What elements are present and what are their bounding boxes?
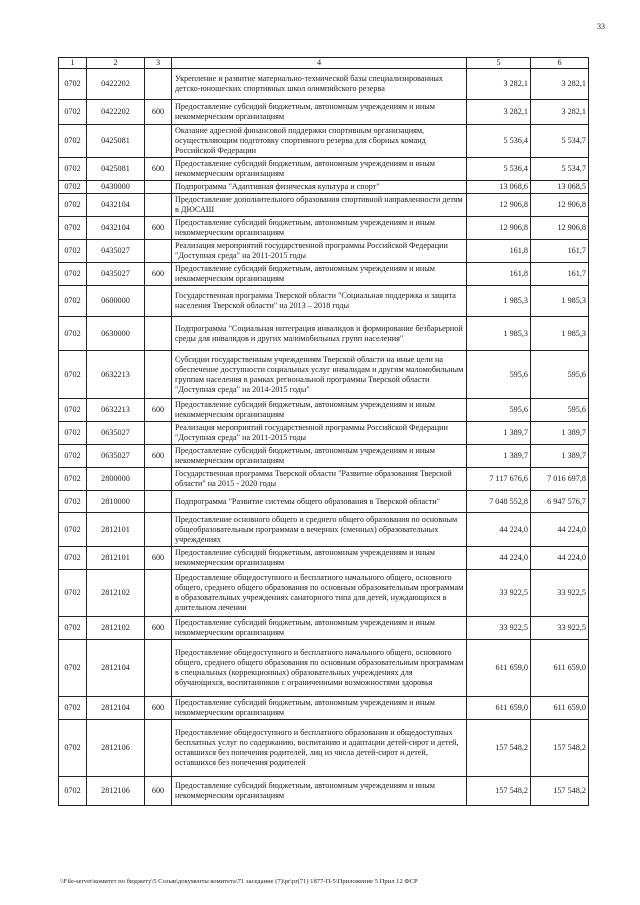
page-number: 33 xyxy=(597,22,605,31)
amount-planned: 157 548,2 xyxy=(467,720,531,777)
amount-planned: 33 922,5 xyxy=(467,617,531,640)
expense-type-code: 600 xyxy=(145,399,172,422)
expense-type-code xyxy=(145,468,172,491)
description: Реализация мероприятий государственной программы Российской Федерации "Доступная среда" на 2011-2015 годы xyxy=(172,240,467,263)
expense-type-code: 600 xyxy=(145,617,172,640)
section-code: 0702 xyxy=(59,640,87,697)
amount-planned: 5 536,4 xyxy=(467,125,531,158)
target-article-code: 0632213 xyxy=(87,399,145,422)
expense-type-code: 600 xyxy=(145,445,172,468)
expense-type-code: 600 xyxy=(145,263,172,286)
description: Государственная программа Тверской области "Развитие образования Тверской области" на 2015 - 2020 годы xyxy=(172,468,467,491)
section-code: 0702 xyxy=(59,445,87,468)
expense-type-code xyxy=(145,69,172,100)
amount-executed: 5 534,7 xyxy=(531,158,589,181)
expense-type-code xyxy=(145,351,172,399)
amount-planned: 161,8 xyxy=(467,263,531,286)
description: Предоставление субсидий бюджетным, автономным учреждениям и иным некоммерческим организациям xyxy=(172,217,467,240)
target-article-code: 2810000 xyxy=(87,491,145,513)
target-article-code: 0635027 xyxy=(87,445,145,468)
amount-executed: 611 659,0 xyxy=(531,697,589,720)
table-row xyxy=(59,491,589,513)
expense-type-code xyxy=(145,422,172,445)
table-row xyxy=(59,69,589,100)
target-article-code: 2812106 xyxy=(87,777,145,806)
description: Государственная программа Тверской области "Социальная поддержка и защита населения Тверской области" на 2013 – 2018 годы xyxy=(172,286,467,317)
amount-executed: 1 389,7 xyxy=(531,422,589,445)
amount-planned: 7 048 552,8 xyxy=(467,491,531,513)
expense-type-code xyxy=(145,513,172,547)
expense-type-code xyxy=(145,491,172,513)
table-row xyxy=(59,640,589,697)
expense-type-code: 600 xyxy=(145,100,172,125)
target-article-code: 2800000 xyxy=(87,468,145,491)
section-code: 0702 xyxy=(59,697,87,720)
amount-planned: 44 224,0 xyxy=(467,547,531,570)
description: Предоставление субсидий бюджетным, автономным учреждениям и иным некоммерческим организациям xyxy=(172,697,467,720)
target-article-code: 0632213 xyxy=(87,351,145,399)
table-row xyxy=(59,158,589,181)
amount-executed: 44 224,0 xyxy=(531,547,589,570)
table-row xyxy=(59,777,589,806)
description: Предоставление субсидий бюджетным, автономным учреждениям и иным некоммерческим организациям xyxy=(172,547,467,570)
table-row xyxy=(59,217,589,240)
expense-type-code xyxy=(145,317,172,351)
amount-executed: 44 224,0 xyxy=(531,513,589,547)
amount-planned: 12 906,8 xyxy=(467,194,531,217)
table-row xyxy=(59,547,589,570)
expense-type-code xyxy=(145,125,172,158)
amount-planned: 595,6 xyxy=(467,351,531,399)
amount-executed: 1 985,3 xyxy=(531,286,589,317)
file-path-footer: \\File-server\комитет по бюджету\5 Созыв\документы комитета\71 заседание (7)\pr\pr(71) 1877-П-5\Приложение 5 Прил 12 ФСР xyxy=(60,878,418,885)
target-article-code: 2812104 xyxy=(87,640,145,697)
expense-type-code xyxy=(145,194,172,217)
amount-planned: 13 068,6 xyxy=(467,181,531,194)
section-code: 0702 xyxy=(59,317,87,351)
amount-executed: 157 548,2 xyxy=(531,777,589,806)
target-article-code: 0430000 xyxy=(87,181,145,194)
section-code: 0702 xyxy=(59,100,87,125)
target-article-code: 2812102 xyxy=(87,617,145,640)
target-article-code: 0600000 xyxy=(87,286,145,317)
description: Субсидии государственным учреждениям Тверской области на иные цели на обеспечение доступности социальных услуг инвалидам и другим маломобильным группам населения в рамках региональной программы Тверской области "Доступная среда" на 2014-2015 годы" xyxy=(172,351,467,399)
target-article-code: 0435027 xyxy=(87,240,145,263)
target-article-code: 2812104 xyxy=(87,697,145,720)
amount-planned: 1 985,3 xyxy=(467,317,531,351)
expense-type-code xyxy=(145,181,172,194)
table-row xyxy=(59,351,589,399)
target-article-code: 0435027 xyxy=(87,263,145,286)
section-code: 0702 xyxy=(59,777,87,806)
section-code: 0702 xyxy=(59,422,87,445)
description: Предоставление субсидий бюджетным, автономным учреждениям и иным некоммерческим организациям xyxy=(172,617,467,640)
amount-executed: 157 548,2 xyxy=(531,720,589,777)
target-article-code: 0422202 xyxy=(87,100,145,125)
description: Предоставление общедоступного и бесплатного образования и общедоступных бесплатных услуг по содержанию, воспитанию и адаптации детей-сирот и детей, оставшихся без попечения родителей, лиц из числа детей-сирот и детей, оставшихся без попечения родителей xyxy=(172,720,467,777)
section-code: 0702 xyxy=(59,125,87,158)
section-code: 0702 xyxy=(59,720,87,777)
description: Предоставление общедоступного и бесплатного начального общего, основного общего, среднего общего образования по основным образовательным программам в специальных (коррекционных) образовательных учреждениях для обучающихся, воспитанников с ограниченными возможностями здоровья xyxy=(172,640,467,697)
header-col-2: 2 xyxy=(87,58,145,69)
expense-type-code: 600 xyxy=(145,777,172,806)
amount-planned: 1 985,3 xyxy=(467,286,531,317)
description: Подпрограмма "Развитие системы общего образования в Тверской области" xyxy=(172,491,467,513)
description: Предоставление субсидий бюджетным, автономным учреждениям и иным некоммерческим организациям xyxy=(172,263,467,286)
amount-planned: 5 536,4 xyxy=(467,158,531,181)
table-row xyxy=(59,570,589,617)
budget-table xyxy=(58,57,589,806)
amount-executed: 5 534,7 xyxy=(531,125,589,158)
table-row xyxy=(59,445,589,468)
expense-type-code: 600 xyxy=(145,158,172,181)
amount-executed: 12 906,8 xyxy=(531,217,589,240)
expense-type-code xyxy=(145,286,172,317)
expense-type-code xyxy=(145,240,172,263)
amount-planned: 1 389,7 xyxy=(467,422,531,445)
description: Предоставление субсидий бюджетным, автономным учреждениям и иным некоммерческим организациям xyxy=(172,445,467,468)
description: Предоставление субсидий бюджетным, автономным учреждениям и иным некоммерческим организациям xyxy=(172,100,467,125)
amount-planned: 611 659,0 xyxy=(467,640,531,697)
section-code: 0702 xyxy=(59,158,87,181)
amount-planned: 3 282,1 xyxy=(467,69,531,100)
expense-type-code: 600 xyxy=(145,547,172,570)
target-article-code: 0432104 xyxy=(87,194,145,217)
section-code: 0702 xyxy=(59,399,87,422)
description: Предоставление основного общего и среднего общего образования по основным общеобразовательным программам в вечерних (сменных) образовательных учреждениях xyxy=(172,513,467,547)
description: Подпрограмма "Адаптивная физическая культура и спорт" xyxy=(172,181,467,194)
table-row xyxy=(59,422,589,445)
header-col-5: 5 xyxy=(467,58,531,69)
amount-executed: 595,6 xyxy=(531,399,589,422)
table-row xyxy=(59,263,589,286)
amount-planned: 12 906,8 xyxy=(467,217,531,240)
description: Реализация мероприятий государственной программы Российской Федерации "Доступная среда" на 2011-2015 годы xyxy=(172,422,467,445)
amount-planned: 161,8 xyxy=(467,240,531,263)
amount-planned: 3 282,1 xyxy=(467,100,531,125)
section-code: 0702 xyxy=(59,351,87,399)
section-code: 0702 xyxy=(59,240,87,263)
section-code: 0702 xyxy=(59,263,87,286)
section-code: 0702 xyxy=(59,194,87,217)
table-row xyxy=(59,286,589,317)
amount-planned: 157 548,2 xyxy=(467,777,531,806)
section-code: 0702 xyxy=(59,547,87,570)
table-row xyxy=(59,240,589,263)
description: Укрепление и развитие материально-технической базы специализированных детско-юношеских спортивных школ олимпийского резерва xyxy=(172,69,467,100)
amount-planned: 1 389,7 xyxy=(467,445,531,468)
target-article-code: 2812102 xyxy=(87,570,145,617)
amount-executed: 13 068,5 xyxy=(531,181,589,194)
amount-planned: 7 117 676,6 xyxy=(467,468,531,491)
target-article-code: 2812101 xyxy=(87,547,145,570)
amount-planned: 44 224,0 xyxy=(467,513,531,547)
section-code: 0702 xyxy=(59,468,87,491)
target-article-code: 0422202 xyxy=(87,69,145,100)
target-article-code: 0425081 xyxy=(87,125,145,158)
header-col-4: 4 xyxy=(172,58,467,69)
target-article-code: 0635027 xyxy=(87,422,145,445)
section-code: 0702 xyxy=(59,491,87,513)
description: Оказание адресной финансовой поддержки спортивным организациям, осуществляющим подготовку спортивного резерва для сборных команд Российской Федерации xyxy=(172,125,467,158)
table-row xyxy=(59,317,589,351)
amount-executed: 33 922,5 xyxy=(531,617,589,640)
amount-executed: 6 947 576,7 xyxy=(531,491,589,513)
amount-executed: 161,7 xyxy=(531,263,589,286)
amount-executed: 161,7 xyxy=(531,240,589,263)
target-article-code: 2812106 xyxy=(87,720,145,777)
amount-executed: 7 016 697,8 xyxy=(531,468,589,491)
table-row xyxy=(59,468,589,491)
amount-executed: 33 922,5 xyxy=(531,570,589,617)
table-header-row xyxy=(59,58,589,69)
amount-executed: 595,6 xyxy=(531,351,589,399)
table-row xyxy=(59,194,589,217)
description: Предоставление субсидий бюджетным, автономным учреждениям и иным некоммерческим организациям xyxy=(172,399,467,422)
table-row xyxy=(59,697,589,720)
description: Подпрограмма "Социальная интеграция инвалидов и формирование безбарьерной среды для инвалидов и других маломобильных групп населения" xyxy=(172,317,467,351)
table-row xyxy=(59,720,589,777)
header-col-6: 6 xyxy=(531,58,589,69)
expense-type-code xyxy=(145,720,172,777)
section-code: 0702 xyxy=(59,69,87,100)
target-article-code: 2812101 xyxy=(87,513,145,547)
amount-planned: 611 659,0 xyxy=(467,697,531,720)
table-row xyxy=(59,399,589,422)
amount-executed: 1 389,7 xyxy=(531,445,589,468)
section-code: 0702 xyxy=(59,286,87,317)
table-row xyxy=(59,513,589,547)
table-row xyxy=(59,617,589,640)
description: Предоставление общедоступного и бесплатного начального общего, основного общего, среднего общего образования по основным образовательным программам в образовательных учреждениях санаторного типа для детей, нуждающихся в длительном лечении xyxy=(172,570,467,617)
amount-executed: 3 282,1 xyxy=(531,69,589,100)
section-code: 0702 xyxy=(59,570,87,617)
header-col-3: 3 xyxy=(145,58,172,69)
table-row xyxy=(59,125,589,158)
expense-type-code: 600 xyxy=(145,217,172,240)
section-code: 0702 xyxy=(59,617,87,640)
section-code: 0702 xyxy=(59,181,87,194)
amount-planned: 595,6 xyxy=(467,399,531,422)
amount-planned: 33 922,5 xyxy=(467,570,531,617)
amount-executed: 1 985,3 xyxy=(531,317,589,351)
expense-type-code xyxy=(145,640,172,697)
target-article-code: 0425081 xyxy=(87,158,145,181)
table-row xyxy=(59,100,589,125)
table-row xyxy=(59,181,589,194)
section-code: 0702 xyxy=(59,513,87,547)
amount-executed: 3 282,1 xyxy=(531,100,589,125)
description: Предоставление субсидий бюджетным, автономным учреждениям и иным некоммерческим организациям xyxy=(172,777,467,806)
expense-type-code: 600 xyxy=(145,697,172,720)
target-article-code: 0432104 xyxy=(87,217,145,240)
section-code: 0702 xyxy=(59,217,87,240)
header-col-1: 1 xyxy=(59,58,87,69)
target-article-code: 0630000 xyxy=(87,317,145,351)
description: Предоставление субсидий бюджетным, автономным учреждениям и иным некоммерческим организациям xyxy=(172,158,467,181)
amount-executed: 12 906,8 xyxy=(531,194,589,217)
expense-type-code xyxy=(145,570,172,617)
amount-executed: 611 659,0 xyxy=(531,640,589,697)
description: Предоставление дополнительного образования спортивной направленности детям в ДЮСАШ xyxy=(172,194,467,217)
